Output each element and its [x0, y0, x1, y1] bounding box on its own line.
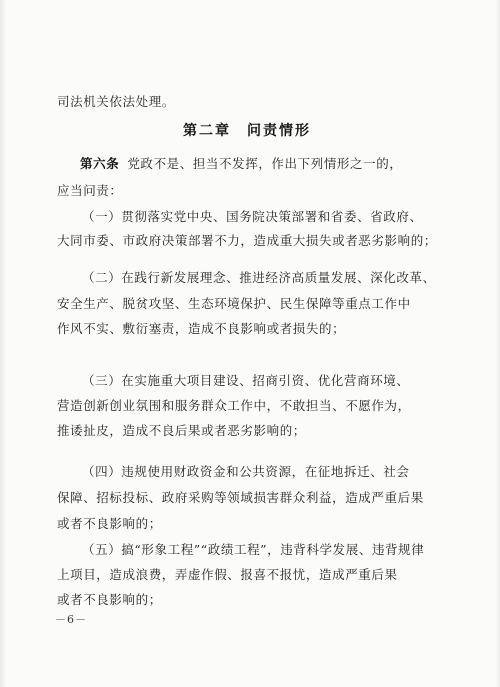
text-line: 保障、招标投标、政府采购等领域损害群众利益，造成严重后果	[57, 490, 424, 505]
article-label: 第六条	[80, 156, 120, 171]
text-line: （一）贯彻落实党中央、国务院决策部署和省委、省政府、	[82, 209, 423, 224]
text-line: 应当问责：	[57, 183, 123, 198]
text-line: （四）违规使用财政资金和公共资源，在征地拆迁、社会	[82, 464, 410, 479]
text-line: 上项目，造成浪费，弄虚作假、报喜不报忧，造成严重后果	[57, 567, 398, 582]
text-line: 大同市委、市政府决策部署不力，造成重大损失或者恶劣影响的；	[57, 233, 437, 248]
text-line: 党政不是、担当不发挥，作出下列情形之一的，	[127, 156, 403, 171]
text-line: （五）搞“形象工程”“政绩工程”，违背科学发展、违背规律	[82, 542, 425, 557]
text-line: 营造创新创业氛围和服务群众工作中，不敢担当、不愿作为，	[57, 398, 411, 413]
page-number: －6－	[55, 613, 87, 626]
text-line: 推诿扯皮，造成不良后果或者恶劣影响的；	[57, 423, 306, 438]
scan-edge-left	[0, 0, 6, 687]
chapter-heading: 第二章 问责情形	[183, 123, 311, 139]
scan-edge-right	[496, 0, 500, 687]
text-line: 安全生产、脱贫攻坚、生态环境保护、民生保障等重点工作中	[57, 296, 411, 311]
text-line: （三）在实施重大项目建设、招商引资、优化营商环境、	[82, 373, 410, 388]
text-line: 司法机关依法处理。	[57, 94, 175, 109]
text-line: （二）在践行新发展理念、推进经济高质量发展、深化改革、	[82, 270, 436, 285]
article-line	[80, 156, 402, 172]
text-line: 作风不实、敷衍塞责，造成不良影响或者损失的；	[57, 321, 346, 336]
text-line: 或者不良影响的；	[57, 516, 162, 531]
text-line: 或者不良影响的；	[57, 592, 162, 607]
